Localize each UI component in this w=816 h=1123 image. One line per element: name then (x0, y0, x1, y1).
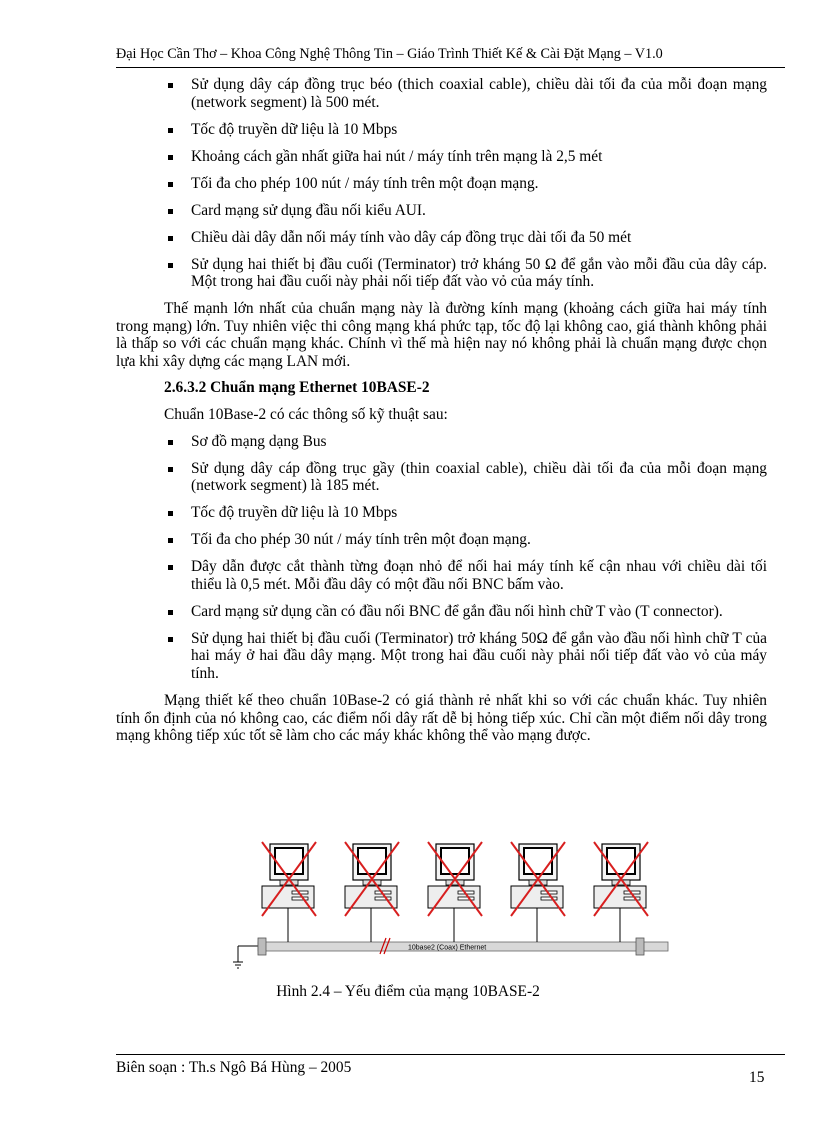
list-item: Sử dụng hai thiết bị đầu cuối (Terminator) trở kháng 50 Ω để gắn vào mỗi đầu của dây cáp. Một trong hai đầu cuối này phải nối tiếp đất vào vỏ của máy tính. (116, 256, 767, 291)
list-item: Tốc độ truyền dữ liệu là 10 Mbps (116, 504, 767, 522)
list-item: Card mạng sử dụng đầu nối kiểu AUI. (116, 202, 767, 220)
drive-bay (541, 897, 557, 900)
bullet-icon (168, 263, 173, 268)
footer-rule (116, 1054, 785, 1055)
section2-intro: Chuẩn 10Base-2 có các thông số kỹ thuật sau: (164, 406, 448, 424)
monitor-screen (358, 848, 386, 874)
computer-icon (511, 842, 565, 942)
list-item: Khoảng cách gần nhất giữa hai nút / máy tính trên mạng là 2,5 mét (116, 148, 767, 166)
bullet-icon (168, 538, 173, 543)
drive-bay (292, 897, 308, 900)
monitor-stand (446, 880, 464, 885)
monitor-screen (524, 848, 552, 874)
bullet-icon (168, 155, 173, 160)
bullet-icon (168, 610, 173, 615)
list-item: Sơ đồ mạng dạng Bus (116, 433, 767, 451)
bullet-icon (168, 511, 173, 516)
bullet-icon (168, 565, 173, 570)
drive-bay (375, 897, 391, 900)
list-item: Chiều dài dây dẫn nối máy tính vào dây cáp đồng trục dài tối đa 50 mét (116, 229, 767, 247)
bullet-icon (168, 83, 173, 88)
footer-author: Biên soạn : Th.s Ngô Bá Hùng – 2005 (116, 1059, 352, 1076)
page-number: 15 (749, 1069, 765, 1086)
computer-icon (428, 842, 482, 942)
page-content (116, 76, 767, 754)
monitor-stand (529, 880, 547, 885)
bullet-icon (168, 637, 173, 642)
list-item: Sử dụng dây cáp đồng trục gầy (thin coaxial cable), chiều dài tối đa của mỗi đoạn mạng (network segment) là 185 mét. (116, 460, 767, 495)
terminator-left (258, 938, 266, 955)
monitor-screen (275, 848, 303, 874)
section-heading: 2.6.3.2 Chuẩn mạng Ethernet 10BASE-2 (164, 379, 430, 397)
bullet-icon (168, 236, 173, 241)
terminator-right (636, 938, 644, 955)
section2-paragraph: Mạng thiết kế theo chuẩn 10Base-2 có giá thành rẻ nhất khi so với các chuẩn khác. Tuy nhiên tính ổn định của nó không cao, các điểm nối dây rất dễ bị hỏng tiếp xúc. Chỉ cần một điểm nối dây trong mạng không tiếp xúc tốt sẽ làm cho các máy khác không thể vào mạng được. (116, 691, 767, 745)
monitor-stand (612, 880, 630, 885)
section1-bullet-list (116, 76, 767, 291)
drive-bay (624, 897, 640, 900)
list-item: Sử dụng hai thiết bị đầu cuối (Terminator) trở kháng 50Ω để gắn vào đầu nối hình chữ T của hai máy ở hai đầu dây mạng. Một trong hai đầu cuối này phải nối tiếp đất vào vỏ của máy tính. (116, 630, 767, 683)
monitor-stand (363, 880, 381, 885)
cable-label: 10base2 (Coax) Ethernet (408, 944, 487, 952)
computer-icon (345, 842, 399, 942)
bullet-icon (168, 128, 173, 133)
computer-icon (262, 842, 316, 942)
bullet-icon (168, 467, 173, 472)
monitor-stand (280, 880, 298, 885)
header-rule (116, 67, 785, 68)
ground-icon (233, 946, 258, 968)
bullet-icon (168, 182, 173, 187)
section2-bullet-list (116, 433, 767, 683)
computer-icon (594, 842, 648, 942)
list-item: Tối đa cho phép 100 nút / máy tính trên một đoạn mạng. (116, 175, 767, 193)
section1-paragraph: Thế mạnh lớn nhất của chuẩn mạng này là đường kính mạng (khoảng cách giữa hai máy tính trong mạng) lớn. Tuy nhiên việc thi công mạng khá phức tạp, tốc độ lại không cao, giá thành không phải là thấp so với các chuẩn mạng khác. Chính vì thế mà hiện nay nó không phải là chuẩn mạng được chọn lựa khi xây dựng các mạng LAN mới. (116, 300, 767, 370)
drive-bay (458, 897, 474, 900)
figure-caption: Hình 2.4 – Yếu điểm của mạng 10BASE-2 (276, 983, 540, 1000)
running-header: Đại Học Cần Thơ – Khoa Công Nghệ Thông Tin – Giáo Trình Thiết Kế & Cài Đặt Mạng – V1.0 (116, 46, 663, 62)
list-item: Card mạng sử dụng cần có đầu nối BNC để gắn đầu nối hình chữ T vào (T connector). (116, 603, 767, 621)
list-item: Tối đa cho phép 30 nút / máy tính trên một đoạn mạng. (116, 531, 767, 549)
list-item: Tốc độ truyền dữ liệu là 10 Mbps (116, 121, 767, 139)
network-diagram (230, 838, 670, 970)
list-item: Dây dẫn được cắt thành từng đoạn nhỏ để nối hai máy tính kế cận nhau với chiều dài tối thiểu là 0,5 mét. Mỗi đầu dây có một đầu nối BNC bấm vào. (116, 558, 767, 593)
bullet-icon (168, 209, 173, 214)
list-item: Sử dụng dây cáp đồng trục béo (thich coaxial cable), chiều dài tối đa của mỗi đoạn mạng (network segment) là 500 mét. (116, 76, 767, 111)
bullet-icon (168, 440, 173, 445)
monitor-screen (441, 848, 469, 874)
monitor-screen (607, 848, 635, 874)
